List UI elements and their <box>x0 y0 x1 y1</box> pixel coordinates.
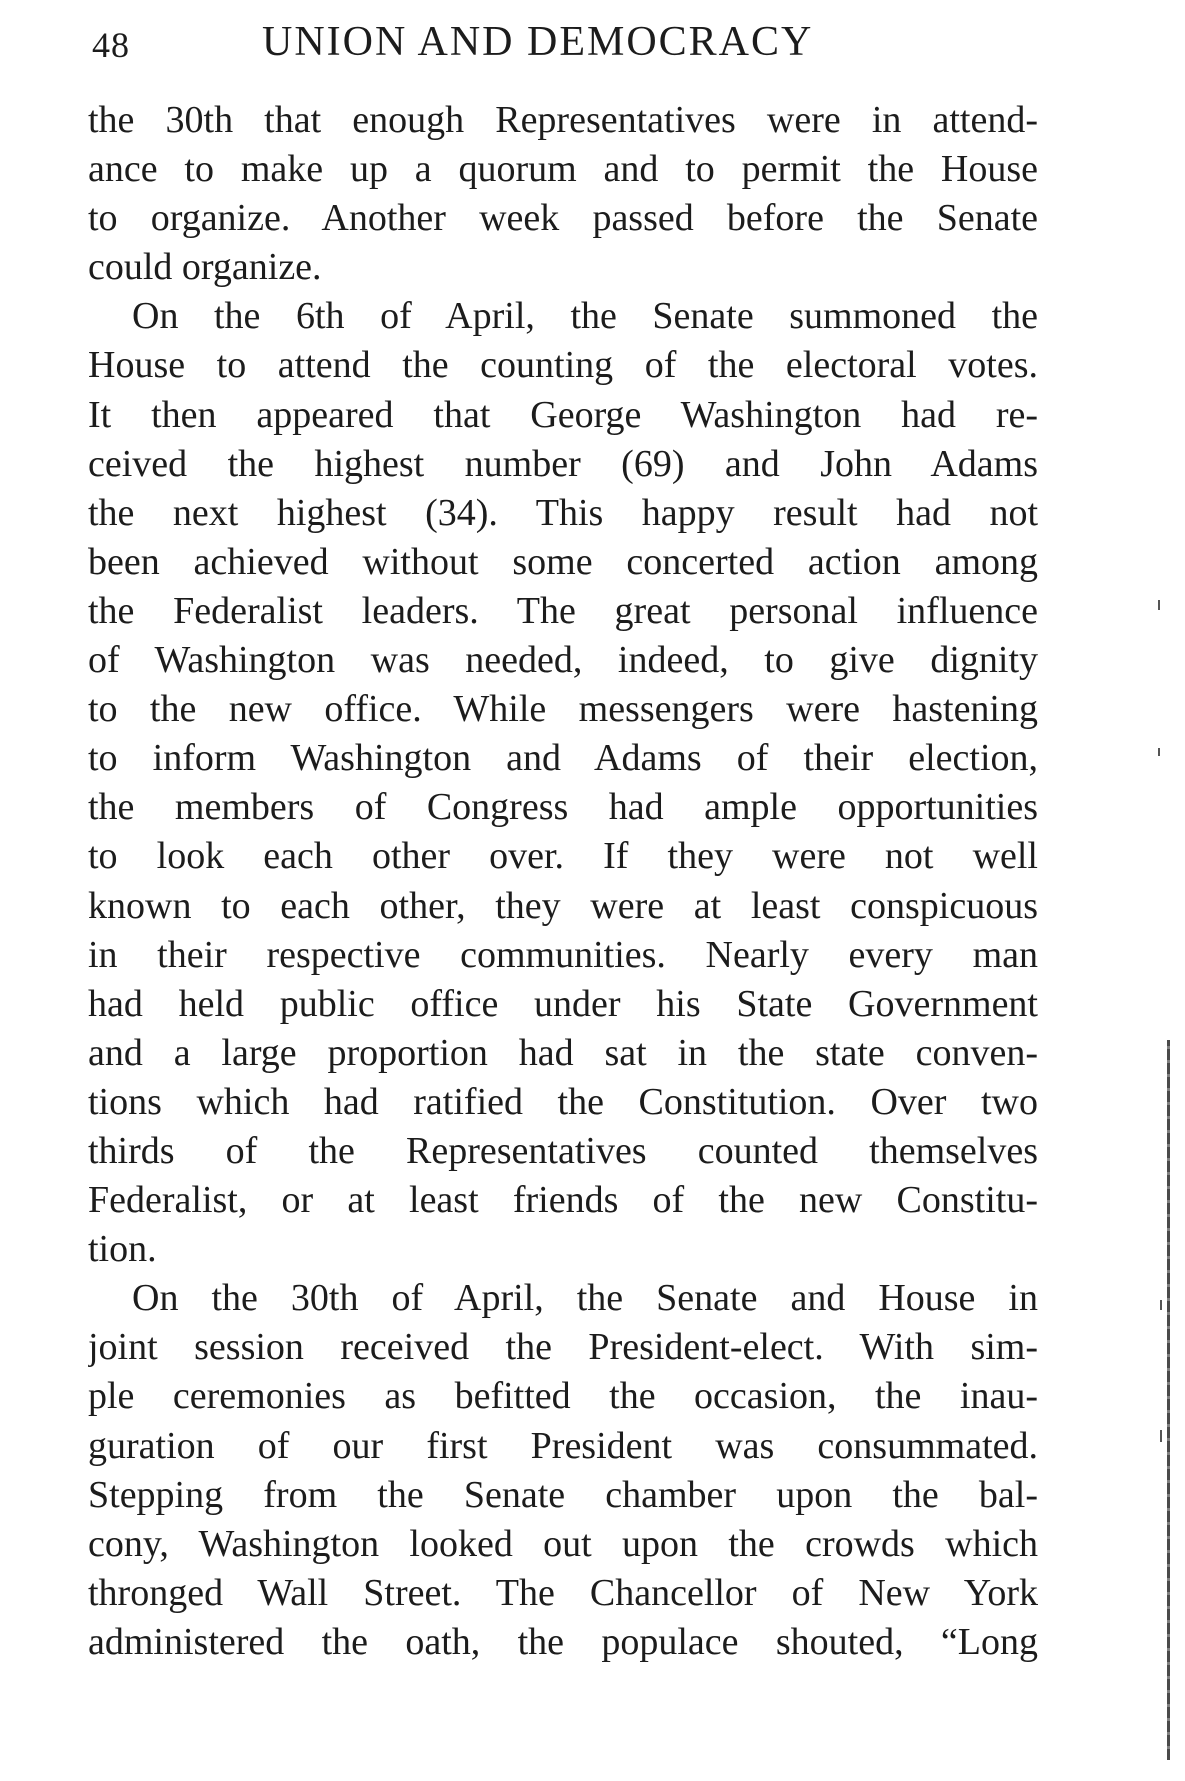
text-line: of Washington was needed, indeed, to give dignity <box>88 639 1038 682</box>
text-line: Federalist, or at least friends of the new Constitu- <box>88 1179 1038 1222</box>
text-line: and a large proportion had sat in the state conven- <box>88 1031 1038 1074</box>
text-line: to the new office. While messengers were hastening <box>88 688 1038 731</box>
text-line: ple ceremonies as befitted the occasion, the inau- <box>88 1375 1038 1418</box>
text-line: thirds of the Representatives counted themselves <box>88 1129 1038 1172</box>
text-line: the members of Congress had ample opportunities <box>88 786 1038 829</box>
binding-edge-rule <box>1167 1040 1170 1760</box>
text-line: to inform Washington and Adams of their election, <box>88 737 1038 780</box>
text-line: to look each other over. If they were not well <box>88 835 1038 878</box>
text-line: administered the oath, the populace shouted, “Long <box>88 1620 1038 1663</box>
text-line: guration of our first President was consummated. <box>88 1424 1038 1467</box>
text-line: tion. <box>88 1228 157 1271</box>
running-head <box>92 18 1042 78</box>
page-number: 48 <box>92 25 130 65</box>
body-text <box>88 96 1038 1667</box>
margin-speck <box>1158 748 1160 756</box>
text-line: ance to make up a quorum and to permit the House <box>88 148 1038 191</box>
text-line: On the 30th of April, the Senate and House in <box>132 1277 1038 1320</box>
text-line: could organize. <box>88 246 322 289</box>
text-line: joint session received the President-elect. With sim- <box>88 1326 1038 1369</box>
text-line: ceived the highest number (69) and John Adams <box>88 442 1038 485</box>
text-line: the Federalist leaders. The great personal influence <box>88 589 1038 632</box>
text-line: cony, Washington looked out upon the crowds which <box>88 1522 1038 1565</box>
text-line: to organize. Another week passed before the Senate <box>88 197 1038 240</box>
margin-speck <box>1158 600 1160 610</box>
text-line: thronged Wall Street. The Chancellor of New York <box>88 1571 1038 1614</box>
margin-speck <box>1160 1430 1162 1442</box>
margin-speck <box>1160 1300 1162 1310</box>
text-line: been achieved without some concerted action among <box>88 540 1038 583</box>
text-line: It then appeared that George Washington had re- <box>88 393 1038 436</box>
text-line: Stepping from the Senate chamber upon the bal- <box>88 1473 1038 1516</box>
text-line: the next highest (34). This happy result had not <box>88 491 1038 534</box>
text-line: known to each other, they were at least conspicuous <box>88 884 1038 927</box>
text-line: On the 6th of April, the Senate summoned the <box>132 295 1038 338</box>
text-line: House to attend the counting of the electoral votes. <box>88 344 1038 387</box>
text-line: had held public office under his State Government <box>88 982 1038 1025</box>
text-line: in their respective communities. Nearly every man <box>88 933 1038 976</box>
text-line: tions which had ratified the Constitution. Over two <box>88 1080 1038 1123</box>
running-head-title: UNION AND DEMOCRACY <box>262 19 814 65</box>
text-line: the 30th that enough Representatives were in attend- <box>88 99 1038 141</box>
